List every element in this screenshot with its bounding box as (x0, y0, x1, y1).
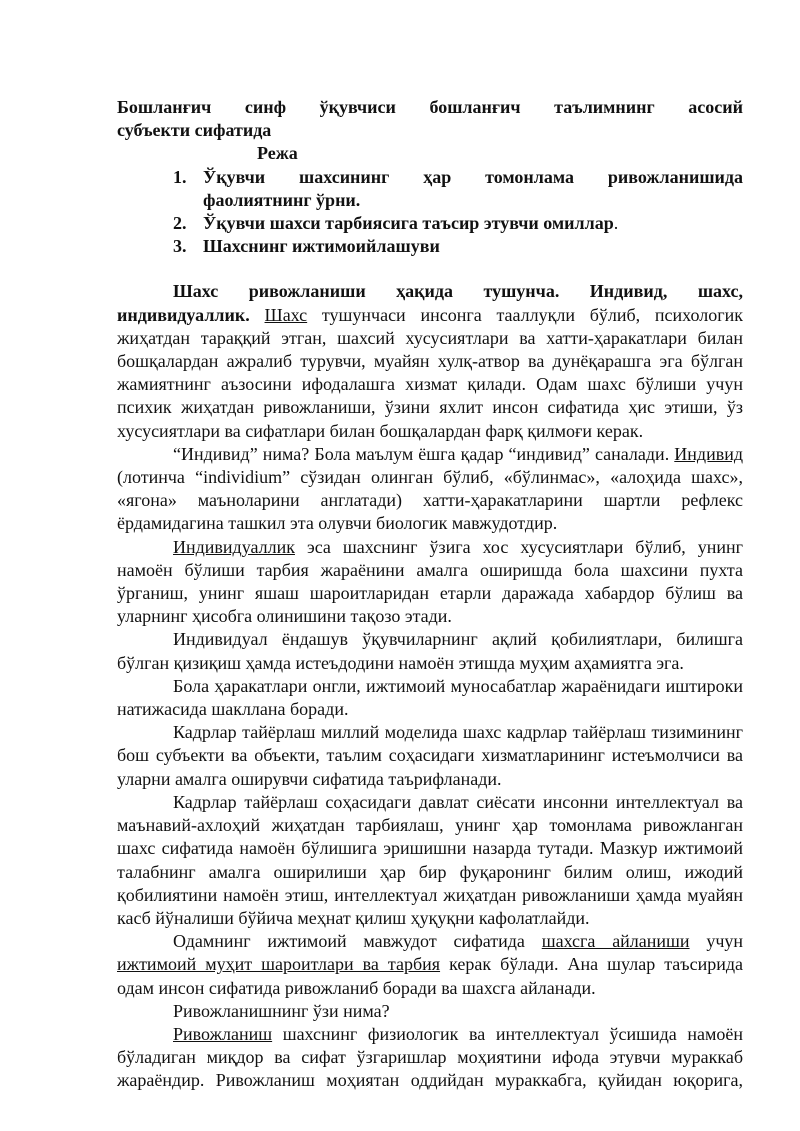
plan-item-number: 2. (173, 213, 187, 234)
plan-item-2-tail: . (613, 213, 619, 234)
paragraph-9: Ривожланишнинг ўзи нима? (173, 1000, 390, 1021)
plan-list (117, 166, 743, 259)
paragraph-1-text: тушунчаси инсонга тааллуқли бўлиб, психологик жиҳатдан тараққий этган, шахсий хусусиятлари ва хатти-ҳаракатлари билан бошқалардан ажралиб турувчи, муайян хулқ-атвор ва дунёқарашга эга бўлган жамиятнинг аъзосини ифодалашга хизмат қилади. Одам шахс бўлиши учун психик жиҳатдан ривожланиши, ўзини яхлит инсон сифатида ҳис этиши, ўз хусусиятлари ва сифатлари билан бошқалардан фарқ қилмоғи керак. (117, 304, 743, 441)
plan-item-number: 3. (173, 236, 187, 257)
plan-item-1-line-2: фаолиятнинг ўрни. (203, 189, 361, 210)
plan-item-2 (173, 212, 743, 235)
paragraph-8-mid: учун (706, 931, 744, 952)
paragraph-8 (117, 930, 743, 1000)
document-title (117, 96, 743, 119)
term-rivojlanish: Ривожланиш (173, 1023, 273, 1044)
paragraph-2-text: (лотинча “individium” сўзидан олинган бўлиб, «бўлинмас», «алоҳида шахс», «ягона» маъноларини англатади) хатти-ҳаракатларини шартли рефлекс ёрдамидагина ташкил эта олувчи биологик мавжудотдир. (117, 467, 743, 534)
section-spacer (117, 258, 743, 280)
paragraph-4: Индивидуал ёндашув ўқувчиларнинг ақлий қобилиятлари, билишга бўлган қизиқиш ҳамда истеъдодини намоён этишда муҳим аҳамиятга эга. (117, 629, 743, 673)
plan-item-number: 1. (173, 166, 187, 187)
paragraph-8-end: керак бўлади. Ана шулар таъсирида одам инсон сифатида ривожланиб боради ва шахсга айланади. (117, 954, 744, 998)
plan-item-3 (173, 235, 743, 258)
section-heading: Шахс ривожланиши ҳақида тушунча. Индивид, шахс, индивидуаллик. (117, 281, 743, 325)
paragraph-5: Бола ҳаракатлари онгли, ижтимоий муносабатлар жараёнидаги иштироки натижасида шакллана боради. (117, 675, 743, 720)
paragraph-10 (117, 1023, 743, 1093)
paragraph-2-lead: “Индивид” нима? Бола маълум ёшга қадар “индивид” саналади. (173, 443, 670, 464)
plan-item-1 (173, 166, 743, 212)
title-line-2: субъекти сифатида (117, 120, 272, 141)
plan-heading: Режа (257, 143, 298, 164)
underlined-phrase-1: шахсга айланиши (541, 931, 690, 952)
paragraph-3-text: эса шахснинг ўзига хос хусусиятлари бўлиб, унинг намоён бўлиши тарбия жараёнини амалга оширишда бола шахсини пухта ўрганиш, унинг яшаш шароитларидан етарли даражада хабардор бўлиш ва уларнинг ҳисобга олинишини тақозо этади. (117, 536, 743, 627)
document-page (117, 96, 743, 1093)
term-individuallik: Индивидуаллик (173, 536, 295, 557)
paragraph-7: Кадрлар тайёрлаш соҳасидаги давлат сиёсати инсонни интеллектуал ва маънавий-ахлоҳий жиҳатдан тарбиялаш, унинг ҳар томонлама ривожланган шахс сифатида намоён бўлишига эришишни назарда тутади. Мазкур ижтимоий талабнинг амалга оширилиши ҳар бир фуқаронинг билим олиш, ижодий қобилиятини намоён этиш, интеллектуал жиҳатдан ривожланиши ҳамда муайян касб йўналиши бўйича меҳнат қилиш ҳуқуқни кафолатлайди. (117, 791, 743, 928)
paragraph-6: Кадрлар тайёрлаш миллий моделида шахс кадрлар тайёрлаш тизимининг бош субъекти ва объекти, таълим соҳасидаги хизматларининг истеъмолчиси ва уларни амалга оширувчи сифатида таърифланади. (117, 722, 743, 789)
paragraph-8-start: Одамнинг ижтимоий мавжудот сифатида (173, 931, 525, 952)
term-individ: Индивид (674, 443, 743, 464)
paragraph-1 (117, 280, 743, 442)
plan-item-3-text: Шахснинг ижтимоийлашуви (203, 236, 440, 257)
term-shakhs: Шахс (264, 304, 308, 325)
plan-item-1-line-1: Ўқувчи шахсининг ҳар томонлама ривожланишида (203, 166, 743, 187)
paragraph-2 (117, 443, 743, 536)
title-line-1: Бошланғич синф ўқувчиси бошланғич таълимнинг асосий (117, 97, 743, 117)
paragraph-10-text: шахснинг физиологик ва интеллектуал ўсишида намоён бўладиган миқдор ва сифат ўзгаришлар моҳиятини ифода этувчи мураккаб жараёндир. Ривожланиш моҳиятан оддийдан мураккабга, қуйидан юқорига, (117, 1023, 744, 1091)
plan-item-2-text: Ўқувчи шахси тарбиясига таъсир этувчи омиллар (203, 213, 614, 234)
paragraph-3 (117, 536, 743, 629)
underlined-phrase-2: ижтимоий муҳит шароитлари ва тарбия (117, 954, 441, 975)
